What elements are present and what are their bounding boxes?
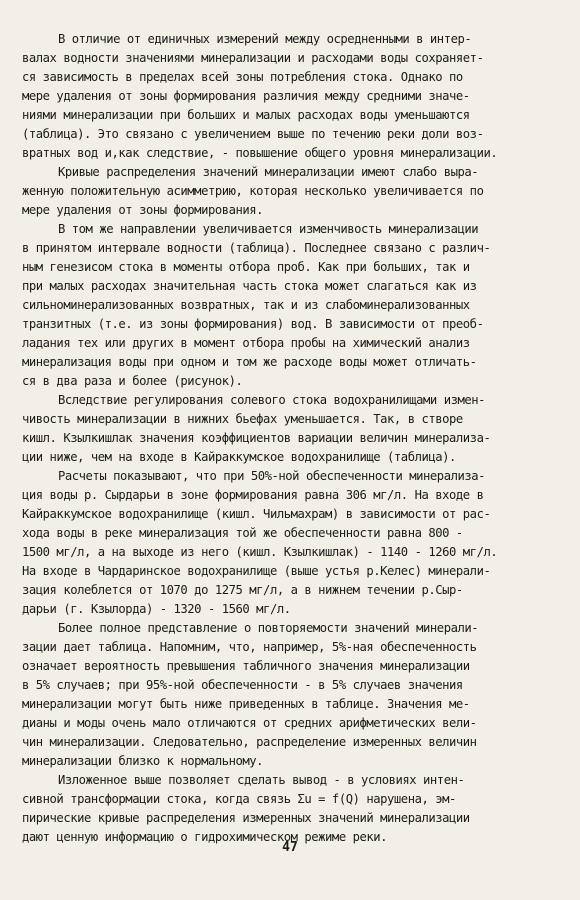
text-line: 1500 мг/л, а на выходе из него (кишл. Кзылкишлак) - 1140 - 1260 мг/л. — [22, 545, 498, 559]
text-line: сильноминерализованных возвратных, так и из слабоминерализованных — [22, 298, 470, 312]
text-line: означает вероятность превышения табличного значения минерализации — [22, 659, 470, 673]
text-line: в принятом интервале водности (таблица). Последнее связано с различ- — [22, 241, 491, 255]
text-line: Расчеты показывают, что при 50%-ной обеспеченности минерализа- — [58, 469, 486, 483]
text-line: пирические кривые распределения измеренных значений минерализации — [22, 811, 470, 825]
text-line: ция воды р. Сырдарьи в зоне формирования равна 306 мг/л. На входе в — [22, 488, 484, 502]
text-line: На входе в Чардаринское водохранилище (выше устья р.Келес) минерали- — [22, 564, 491, 578]
text-line: Кривые распределения значений минерализации имеют слабо выра- — [58, 165, 479, 179]
text-line: Изложенное выше позволяет сделать вывод - в условиях интен- — [58, 773, 465, 787]
text-line: В отличие от единичных измерений между осредненными в интер- — [58, 32, 472, 46]
text-line: транзитных (т.е. из зоны формирования) вод. В зависимости от преоб- — [22, 317, 484, 331]
text-line: при малых расходах значительная часть стока может слагаться как из — [22, 279, 477, 293]
text-body — [22, 30, 552, 847]
text-line: ся зависимость в пределах всей зоны потребления стока. Однако по — [22, 70, 463, 84]
text-line: Кайраккумское водохранилище (кишл. Чильмахрам) в зависимости от рас- — [22, 507, 491, 521]
text-line: хода воды в реке минерализация той же обеспеченности равна 800 - — [22, 526, 463, 540]
text-line: ным генезисом стока в моменты отбора проб. Как при больших, так и — [22, 260, 470, 274]
text-line: минерализации могут быть ниже приведенных в таблице. Значения ме- — [22, 697, 470, 711]
text-line: в 5% случаев; при 95%-ной обеспеченности - в 5% случаев значения — [22, 678, 463, 692]
text-line: ладания тех или других в момент отбора пробы на химический анализ — [22, 336, 470, 350]
text-line: зации дает таблица. Напомним, что, например, 5%-ная обеспеченность — [22, 640, 477, 654]
text-line: мере удаления от зоны формирования. — [22, 203, 264, 217]
text-line: чивость минерализации в нижних бьефах уменьшается. Так, в створе — [22, 412, 463, 426]
text-line: ниями минерализации при больших и малых расходах воды уменьшаются — [22, 108, 470, 122]
text-line: дают ценную информацию о гидрохимическом режиме реки. — [22, 830, 388, 844]
text-line: ся в два раза и более (рисунок). — [22, 374, 243, 388]
text-line: (таблица). Это связано с увеличением выше по течению реки доли воз- — [22, 127, 484, 141]
text-line: минерализация воды при одном и том же расходе воды может отличать- — [22, 355, 477, 369]
text-line: чин минерализации. Следовательно, распределение измеренных величин — [22, 735, 477, 749]
text-line: В том же направлении увеличивается изменчивость минерализации — [58, 222, 479, 236]
text-line: Более полное представление о повторяемости значений минерали- — [58, 621, 479, 635]
text-line: минерализации близко к нормальному. — [22, 754, 264, 768]
text-line: женную положительную асимметрию, которая несколько увеличивается по — [22, 184, 484, 198]
text-line: дарьи (г. Кзылорда) - 1320 - 1560 мг/л. — [22, 602, 291, 616]
text-line: зация колеблется от 1070 до 1275 мг/л, а в нижнем течении р.Сыр- — [22, 583, 463, 597]
text-line: ции ниже, чем на входе в Кайраккумское водохранилище (таблица). — [22, 450, 456, 464]
page-number: 47 — [282, 840, 298, 855]
text-line: валах водности значениями минерализации и расходами воды сохраняет- — [22, 51, 484, 65]
text-line: сивной трансформации стока, когда связь Σu = f(Q) нарушена, эм- — [22, 792, 456, 806]
text-line: Вследствие регулирования солевого стока водохранилищами измен- — [58, 393, 486, 407]
text-line: дианы и моды очень мало отличаются от средних арифметических вели- — [22, 716, 477, 730]
text-line: мере удаления от зоны формирования различия между средними значе- — [22, 89, 470, 103]
text-line: вратных вод и,как следствие, - повышение общего уровня минерализации. — [22, 146, 498, 160]
text-line: кишл. Кзылкишлак значения коэффициентов вариации величин минерализа- — [22, 431, 491, 445]
